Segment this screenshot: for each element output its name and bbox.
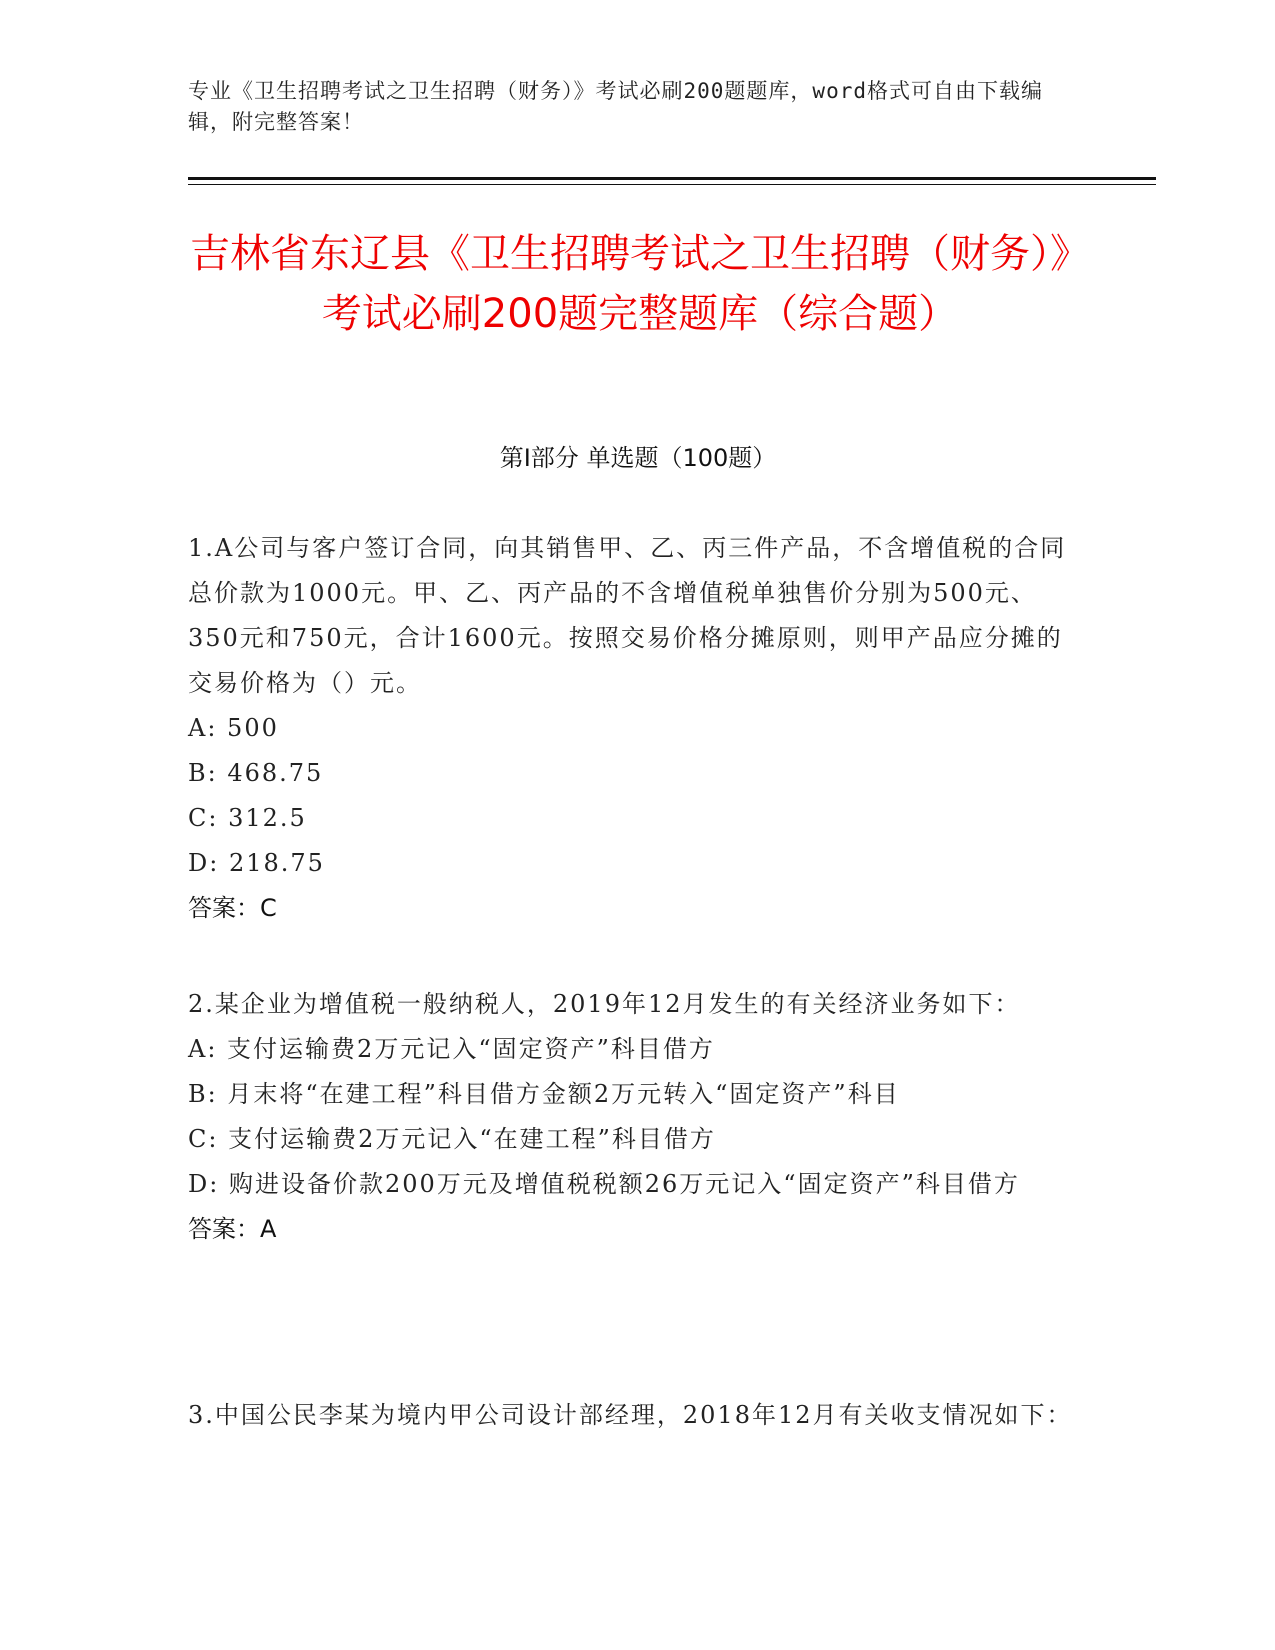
option-b: B: 月末将“在建工程”科目借方金额2万元转入“固定资产”科目 xyxy=(188,1080,900,1108)
option-c: C: 支付运输费2万元记入“在建工程”科目借方 xyxy=(188,1125,716,1153)
answer-line: 答案：C xyxy=(188,894,277,922)
option-a: A: 500 xyxy=(188,714,279,742)
question-stem: 1.A公司与客户签订合同，向其销售甲、乙、丙三件产品，不含增值税的合同总价款为1000元。甲、乙、丙产品的不含增值税单独售价分别为500元、350元和750元，合计1600元。按照交易价格分摊原则，则甲产品应分摊的交易价格为（）元。 xyxy=(188,534,1067,697)
question-stem: 3.中国公民李某为境内甲公司设计部经理，2018年12月有关收支情况如下： xyxy=(188,1401,1073,1429)
option-d: D: 218.75 xyxy=(188,849,325,877)
header-rule-thick xyxy=(188,177,1156,180)
option-a: A: 支付运输费2万元记入“固定资产”科目借方 xyxy=(188,1035,715,1063)
answer-line: 答案：A xyxy=(188,1215,277,1243)
question-3 xyxy=(188,1393,1088,1438)
header-note: 专业《卫生招聘考试之卫生招聘（财务）》考试必刷200题题库，word格式可自由下载编辑，附完整答案！ xyxy=(188,79,1043,134)
question-2 xyxy=(188,982,1088,1252)
option-d: D: 购进设备价款200万元及增值税税额26万元记入“固定资产”科目借方 xyxy=(188,1170,1020,1198)
option-b: B: 468.75 xyxy=(188,759,324,787)
section-heading: 第I部分 单选题（100题） xyxy=(499,444,777,472)
header-rule-thin xyxy=(188,184,1156,185)
question-1 xyxy=(188,526,1088,931)
document-title: 吉林省东辽县《卫生招聘考试之卫生招聘（财务）》考试必刷200题完整题库（综合题） xyxy=(190,231,1090,337)
question-stem: 2.某企业为增值税一般纳税人，2019年12月发生的有关经济业务如下： xyxy=(188,990,1021,1018)
option-c: C: 312.5 xyxy=(188,804,307,832)
